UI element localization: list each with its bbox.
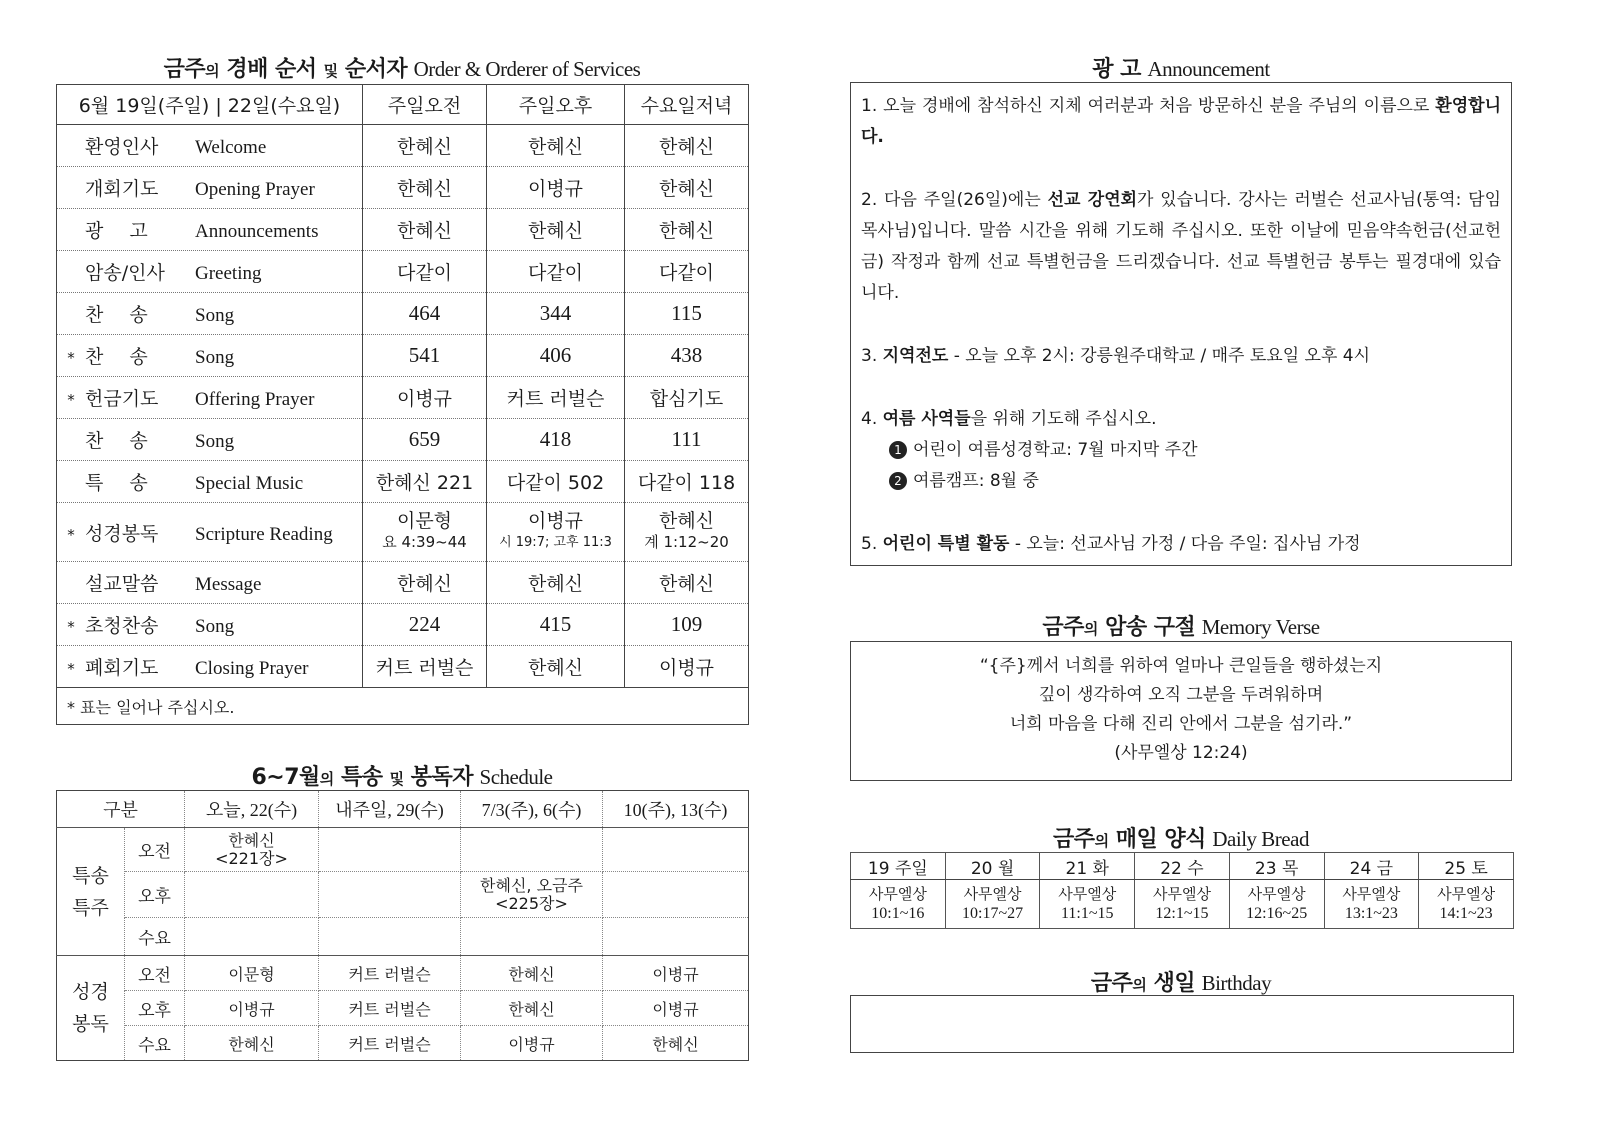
- table-header-row: [57, 85, 749, 125]
- sunday-morning-header: 주일오전: [363, 85, 487, 125]
- table-row: 수요: [57, 918, 749, 956]
- table-row: 찬송 Song 659 418 111: [57, 419, 749, 461]
- memory-verse-box: [850, 641, 1512, 781]
- table-row: 오후 한혜신, 오금주 <225장>: [57, 872, 749, 918]
- schedule-table: [56, 790, 749, 1061]
- table-row: * 초청찬송 Song 224 415 109: [57, 604, 749, 646]
- verse-line: “{주}께서 너희를 위하여 얼마나 큰일들을 행하셨는지: [979, 656, 1383, 676]
- stand-footnote: * 표는 일어나 주십시오.: [57, 688, 749, 725]
- sunday-afternoon-header: 주일오후: [487, 85, 625, 125]
- memory-verse-title: 금주의 암송 구절 Memory Verse: [1042, 615, 1320, 640]
- table-row: 특송 특주 오전 한혜신 <221장>: [57, 828, 749, 872]
- verse-line: 너희 마음을 다해 진리 안에서 그분을 섬기라.”: [1009, 714, 1353, 734]
- verse-reference: (사무엘상 12:24): [1114, 743, 1248, 763]
- daily-bread-table: [850, 852, 1514, 929]
- table-row: 사무엘상 10:1~16 사무엘상 10:17~27 사무엘상 11:1~15 사무엘상 12:1~15 사무엘상 12:16~25 사무엘상 13:1~23 사무엘상 14:1~23: [851, 880, 1514, 929]
- schedule-title: 6~7월의 특송 및 봉독자 Schedule: [251, 765, 553, 790]
- table-row: 오후 이병규 커트 러벌슨 한혜신 이병규: [57, 991, 749, 1026]
- scripture-reading-group-label: 성경 봉독: [57, 956, 125, 1061]
- table-header-row: 19 주일 20 월 21 화 22 수 23 목 24 금 25 토: [851, 853, 1514, 880]
- table-row: * 헌금기도 Offering Prayer 이병규 커트 러벌슨 합심기도: [57, 377, 749, 419]
- circled-number-2-icon: 2: [889, 472, 907, 490]
- table-row: * 성경봉독 Scripture Reading 이문형 요 4:39~44 이병규 시 19:7; 고후 11:3 한혜신 계 1:12~20: [57, 503, 749, 562]
- table-row: * 찬송 Song 541 406 438: [57, 335, 749, 377]
- announcement-item-5: 5. 어린이 특별 활동 - 오늘: 선교사님 가정 / 다음 주일: 집사님 가정: [861, 534, 1361, 554]
- announcement-subitem-1: 1 어린이 여름성경학교: 7월 마지막 주간: [861, 435, 1501, 466]
- table-row: 설교말씀 Message 한혜신 한혜신 한혜신: [57, 562, 749, 604]
- wednesday-evening-header: 수요일저녁: [625, 85, 749, 125]
- announcement-subitem-2: 2 여름캠프: 8월 중: [861, 466, 1501, 497]
- circled-number-1-icon: 1: [889, 441, 907, 459]
- table-row: * 폐회기도 Closing Prayer 커트 러벌슨 한혜신 이병규: [57, 646, 749, 688]
- daily-bread-title: 금주의 매일 양식 Daily Bread: [1053, 827, 1309, 852]
- birthday-title: 금주의 생일 Birthday: [1090, 971, 1272, 996]
- special-music-group-label: 특송 특주: [57, 828, 125, 956]
- birthday-box: [850, 995, 1514, 1053]
- table-row: 특송 Special Music 한혜신 221 다같이 502 다같이 118: [57, 461, 749, 503]
- table-row: 광고 Announcements 한혜신 한혜신 한혜신: [57, 209, 749, 251]
- table-row: 개회기도 Opening Prayer 한혜신 이병규 한혜신: [57, 167, 749, 209]
- verse-line: 깊이 생각하여 오직 그분을 두려워하며: [1038, 685, 1324, 705]
- table-row: 찬송 Song 464 344 115: [57, 293, 749, 335]
- announcement-item-3: 3. 지역전도 - 오늘 오후 2시: 강릉원주대학교 / 매주 토요일 오후 4시: [861, 346, 1371, 366]
- table-row: 성경 봉독 오전 이문형 커트 러벌슨 한혜신 이병규: [57, 956, 749, 991]
- announcement-item-1: 1. 오늘 경배에 참석하신 지체 여러분과 처음 방문하신 분을 주님의 이름으로 환영합니다.: [861, 96, 1501, 147]
- table-row: 암송/인사 Greeting 다같이 다같이 다같이: [57, 251, 749, 293]
- table-row: 수요 한혜신 커트 러벌슨 이병규 한혜신: [57, 1026, 749, 1061]
- announcement-item-4: 4. 여름 사역들을 위해 기도해 주십시오. 1 어린이 여름성경학교: 7월 마지막 주간 2 여름캠프: 8월 중: [861, 404, 1501, 497]
- table-row: 환영인사 Welcome 한혜신 한혜신 한혜신: [57, 125, 749, 167]
- table-header-row: 구분 오늘, 22(수) 내주일, 29(수) 7/3(주), 6(수) 10(주), 13(수): [57, 791, 749, 828]
- date-header: 6월 19일(주일) | 22일(수요일): [57, 85, 363, 125]
- footnote-row: [57, 688, 749, 725]
- announcement-title: 광 고 Announcement: [1092, 57, 1270, 82]
- announcement-item-2: 2. 다음 주일(26일)에는 선교 강연회가 있습니다. 강사는 러벌슨 선교사님(통역: 담임목사님)입니다. 말씀 시간을 위해 기도해 주십시오. 또한 이날에 믿음약속헌금(선교헌금) 작정과 함께 선교 특별헌금을 드리겠습니다. 선교 특별헌금 봉투는 필경대에 있습니다.: [861, 190, 1501, 303]
- order-of-service-table: [56, 84, 749, 725]
- order-title: 금주의 경배 순서 및 순서자 Order & Orderer of Services: [163, 57, 641, 82]
- announcement-box: [850, 82, 1512, 566]
